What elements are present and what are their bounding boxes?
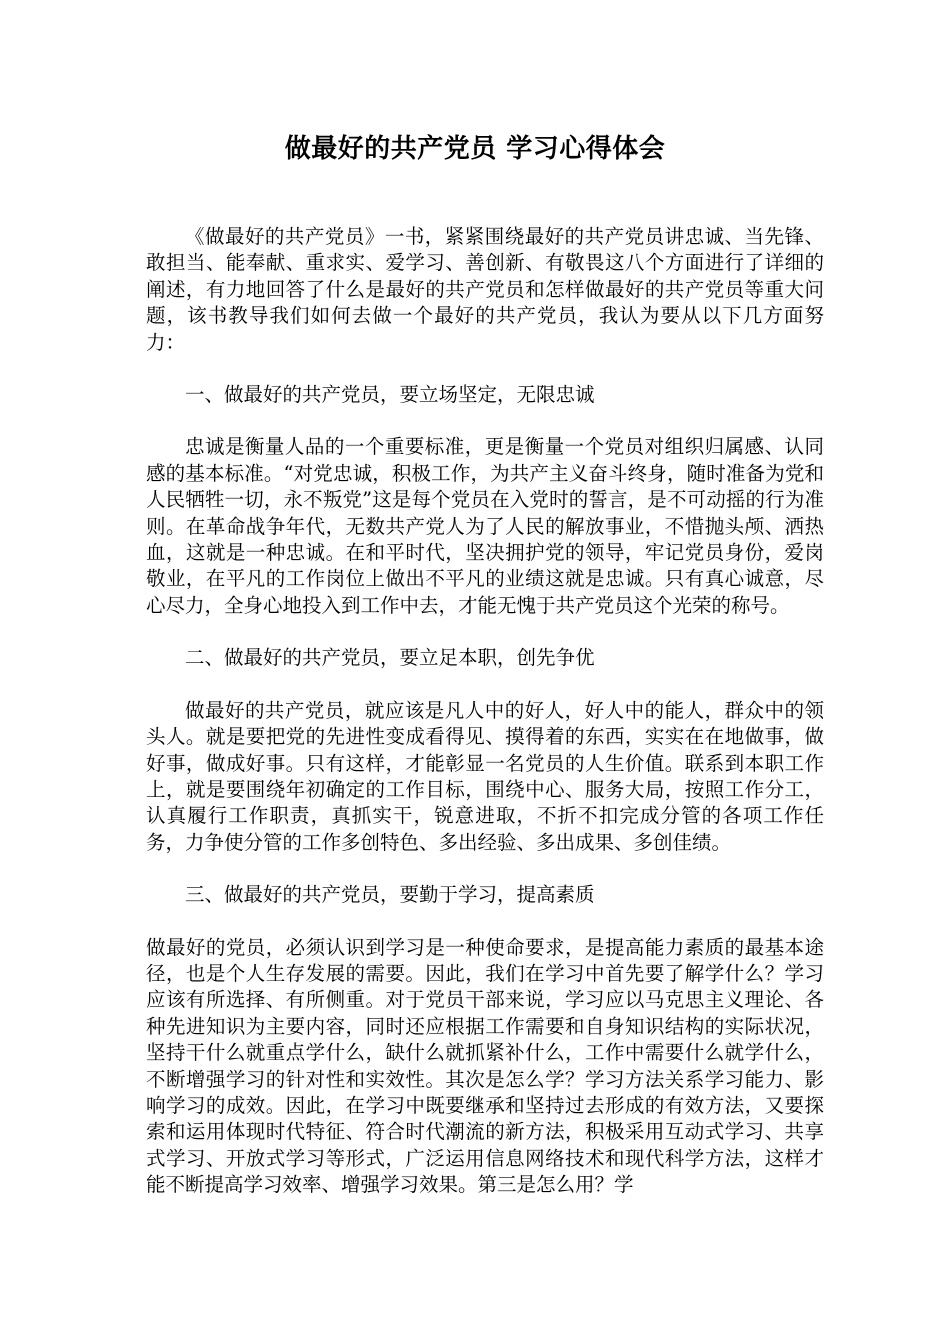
- section-1-heading: 一、做最好的共产党员，要立场坚定，无限忠诚: [185, 383, 595, 407]
- section-3-paragraph: 做最好的党员，必须认识到学习是一种使命要求，是提高能力素质的最基本途径，也是个人生存发展的需要。因此，我们在学习中首先要了解学什么？学习应该有所选择、有所侧重。对于党员干部来说，学习应以马克思主义理论、各种先进知识为主要内容，同时还应根据工作需要和自身知识结构的实际状况，坚持干什么就重点学什么，缺什么就抓紧补什么，工作中需要什么就学什么，不断增强学习的针对性和实效性。其次是怎么学？学习方法关系学习能力、影响学习的成效。因此，在学习中既要继承和坚持过去形成的有效方法，又要探索和运用体现时代特征、符合时代潮流的新方法，积极采用互动式学习、共享式学习、开放式学习等形式，广泛运用信息网络技术和现代科学方法，这样才能不断提高学习效率、增强学习效果。第三是怎么用？学: [146, 935, 824, 1197]
- section-2-paragraph: 做最好的共产党员，就应该是凡人中的好人，好人中的能人，群众中的领头人。就是要把党的先进性变成看得见、摸得着的东西，实实在在地做事，做好事，做成好事。只有这样，才能彰显一名党员的人生价值。联系到本职工作上，就是要围绕年初确定的工作目标，围绕中心、服务大局，按照工作分工，认真履行工作职责，真抓实干，锐意进取，不折不扣完成分管的各项工作任务，力争使分管的工作多创特色、多出经验、多出成果、多创佳绩。: [146, 698, 824, 854]
- document-title: 做最好的共产党员 学习心得体会: [284, 134, 666, 164]
- intro-paragraph: 《做最好的共产党员》一书，紧紧围绕最好的共产党员讲忠诚、当先锋、敢担当、能奉献、重求实、爱学习、善创新、有敬畏这八个方面进行了详细的阐述，有力地回答了什么是最好的共产党员和怎样做最好的共产党员等重大问题，该书教导我们如何去做一个最好的共产党员，我认为要从以下几方面努力：: [146, 225, 824, 354]
- section-3-heading: 三、做最好的共产党员，要勤于学习，提高素质: [185, 883, 595, 907]
- document-body: [146, 224, 824, 1225]
- section-1-paragraph: 忠诚是衡量人品的一个重要标准，更是衡量一个党员对组织归属感、认同感的基本标准。“对党忠诚，积极工作，为共产主义奋斗终身，随时准备为党和人民牺牲一切，永不叛党”这是每个党员在入党时的誓言，是不可动摇的行为准则。在革命战争年代，无数共产党人为了人民的解放事业，不惜抛头颅、洒热血，这就是一种忠诚。在和平时代，坚决拥护党的领导，牢记党员身份，爱岗敬业，在平凡的工作岗位上做出不平凡的业绩这就是忠诚。只有真心诚意，尽心尽力，全身心地投入到工作中去，才能无愧于共产党员这个光荣的称号。: [146, 435, 824, 617]
- section-2-heading: 二、做最好的共产党员，要立足本职，创先争优: [185, 646, 595, 670]
